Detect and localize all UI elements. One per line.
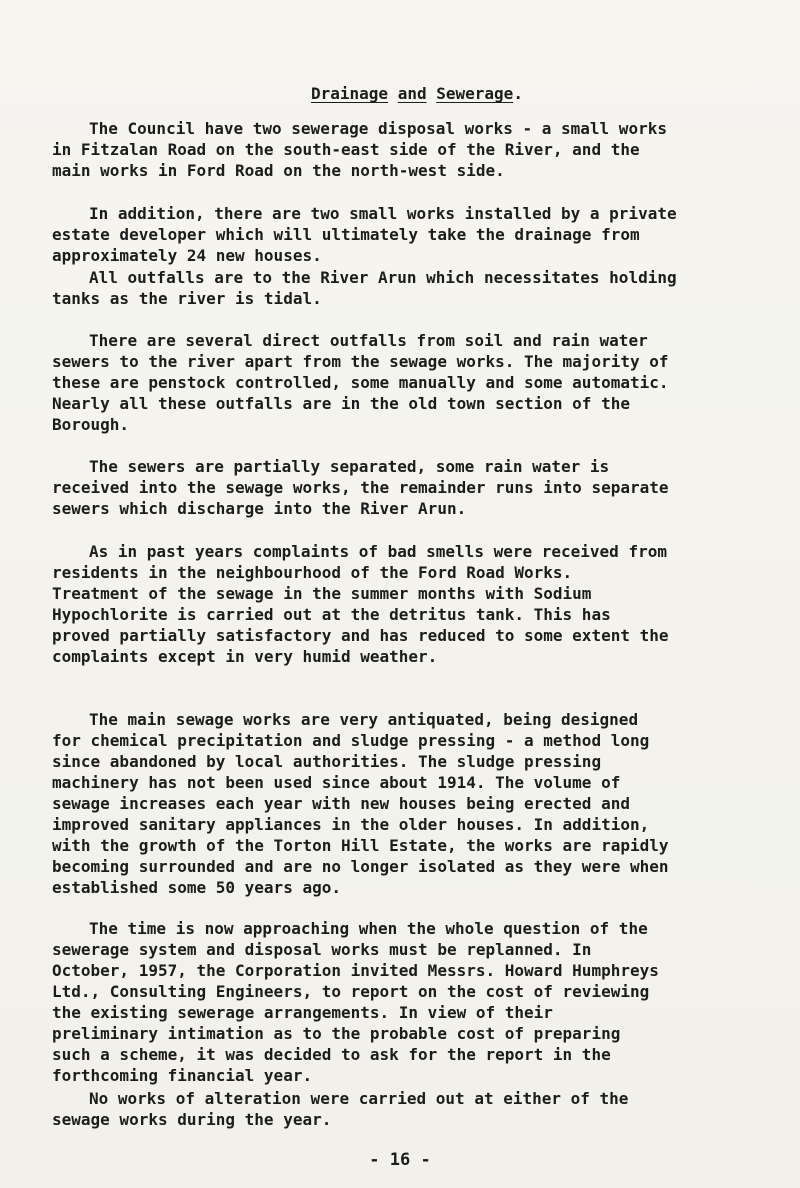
heading-period: . [513,84,523,103]
paragraph-line: machinery has not been used since about 1914. The volume of [52,773,621,792]
paragraph [52,330,669,435]
paragraph-line: Borough. [52,415,130,434]
paragraph-line: established some 50 years ago. [52,878,341,897]
paragraph-line: The main sewage works are very antiquated, being designed [89,710,639,729]
paragraph-line: residents in the neighbourhood of the Ford Road Works. [52,563,573,582]
paragraph-line: such a scheme, it was decided to ask for the report in the [52,1045,611,1064]
paragraph-line: the existing sewerage arrangements. In view of their [52,1003,553,1022]
paragraph-line: Ltd., Consulting Engineers, to report on the cost of reviewing [52,982,650,1001]
heading-drainage: Drainage [311,84,389,103]
paragraph-line: sewers to the river apart from the sewage works. The majority of [52,352,669,371]
paragraph-line: becoming surrounded and are no longer isolated as they were when [52,857,669,876]
paragraph-line: forthcoming financial year. [52,1066,313,1085]
paragraph-line: for chemical precipitation and sludge pressing - a method long [52,731,650,750]
paragraph-line: these are penstock controlled, some manually and some automatic. [52,373,669,392]
paragraph [52,709,669,898]
paragraph [52,918,659,1086]
paragraph-line: sewage increases each year with new houses being erected and [52,794,630,813]
paragraph [52,541,669,667]
page-heading [311,84,523,103]
paragraph [52,1088,628,1130]
paragraph-line: proved partially satisfactory and has reduced to some extent the [52,626,669,645]
paragraph [52,456,669,519]
paragraph-line: October, 1957, the Corporation invited Messrs. Howard Humphreys [52,961,659,980]
paragraph-line: received into the sewage works, the remainder runs into separate [52,478,669,497]
paragraph [52,203,677,266]
paragraph-line: There are several direct outfalls from soil and rain water [89,331,648,350]
paragraph-line: main works in Ford Road on the north-west side. [52,161,505,180]
paragraph-line: with the growth of the Torton Hill Estate, the works are rapidly [52,836,669,855]
paragraph-line: The sewers are partially separated, some rain water is [89,457,610,476]
paragraph [52,267,677,309]
paragraph-line: Hypochlorite is carried out at the detritus tank. This has [52,605,611,624]
paragraph-line: As in past years complaints of bad smells were received from [89,542,667,561]
paragraph-line: estate developer which will ultimately take the drainage from [52,225,640,244]
paragraph-line: In addition, there are two small works installed by a private [89,204,677,223]
heading-sewerage: Sewerage [436,84,514,103]
heading-and: and [397,84,427,103]
paragraph-line: in Fitzalan Road on the south-east side of the River, and the [52,140,640,159]
paragraph-line: No works of alteration were carried out at either of the [89,1089,629,1108]
paragraph-line: The time is now approaching when the whole question of the [89,919,648,938]
paragraph-line: All outfalls are to the River Arun which necessitates holding [89,268,677,287]
paragraph [52,118,667,181]
paragraph-line: tanks as the river is tidal. [52,289,322,308]
paragraph-line: approximately 24 new houses. [52,246,322,265]
paragraph-line: sewers which discharge into the River Arun. [52,499,467,518]
paragraph-line: sewage works during the year. [52,1110,332,1129]
paragraph-line: complaints except in very humid weather. [52,647,438,666]
paragraph-line: preliminary intimation as to the probable cost of preparing [52,1024,621,1043]
paragraph-line: sewerage system and disposal works must be replanned. In [52,940,592,959]
paragraph-line: Nearly all these outfalls are in the old town section of the [52,394,630,413]
paragraph-line: Treatment of the sewage in the summer months with Sodium [52,584,592,603]
paragraph-line: The Council have two sewerage disposal works - a small works [89,119,667,138]
paragraph-line: since abandoned by local authorities. The sludge pressing [52,752,602,771]
paragraph-line: improved sanitary appliances in the older houses. In addition, [52,815,650,834]
page-number: - 16 - [369,1150,431,1170]
